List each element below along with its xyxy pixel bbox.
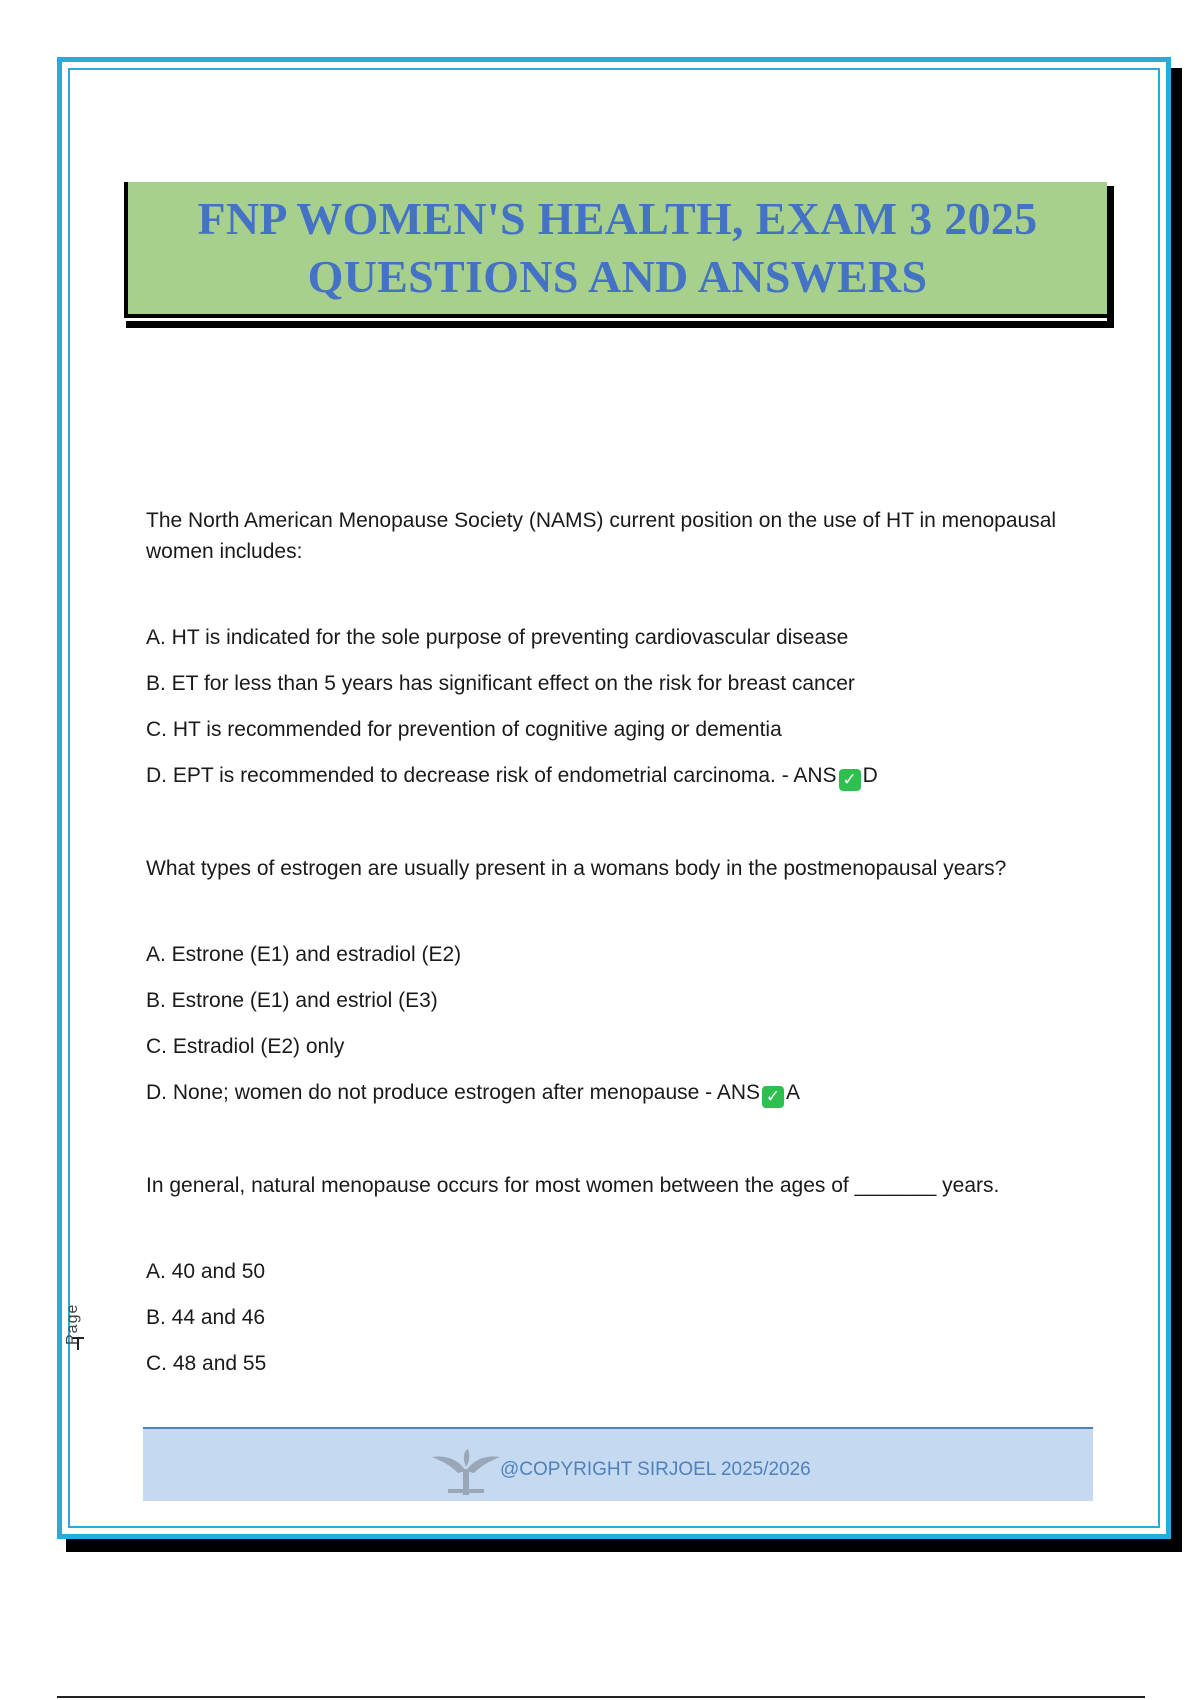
title-line-2: QUESTIONS AND ANSWERS — [307, 251, 928, 302]
questions-section — [146, 505, 1096, 1397]
option-c: C. 48 and 55 — [146, 1352, 267, 1375]
option-b: B. Estrone (E1) and estriol (E3) — [146, 989, 438, 1012]
answer-letter: A — [786, 1081, 801, 1104]
page-label: Page — [64, 1303, 81, 1345]
option-b: B. 44 and 46 — [146, 1306, 266, 1329]
option-text: D. EPT is recommended to decrease risk of endometrial carcinoma. - ANS — [146, 764, 837, 787]
answer-letter: D — [862, 764, 878, 787]
option-text: D. None; women do not produce estrogen after menopause - ANS — [146, 1081, 761, 1104]
option-c: C. Estradiol (E2) only — [146, 1035, 345, 1058]
option-a: A. 40 and 50 — [146, 1260, 266, 1283]
option-d — [146, 763, 1096, 807]
question-3 — [146, 1170, 1096, 1397]
option-d — [146, 1080, 1096, 1124]
title-banner — [124, 182, 1107, 318]
question-stem: What types of estrogen are usually present in a womans body in the postmenopausal years? — [146, 857, 1007, 880]
footer-banner — [143, 1427, 1093, 1501]
question-1 — [146, 505, 1096, 807]
tree-logo-icon — [428, 1447, 504, 1497]
check-mark-icon: ✓ — [839, 769, 861, 791]
copyright-text: @COPYRIGHT SIRJOEL 2025/2026 — [500, 1459, 811, 1480]
check-mark-icon: ✓ — [762, 1086, 784, 1108]
bottom-divider — [57, 1696, 1145, 1698]
question-stem: The North American Menopause Society (NAMS) current position on the use of HT in menopausal women includes: — [146, 509, 1057, 563]
question-2 — [146, 853, 1096, 1124]
option-a: A. HT is indicated for the sole purpose of preventing cardiovascular disease — [146, 626, 849, 649]
option-a: A. Estrone (E1) and estradiol (E2) — [146, 943, 462, 966]
option-b: B. ET for less than 5 years has significant effect on the risk for breast cancer — [146, 672, 855, 695]
title-line-1: FNP WOMEN'S HEALTH, EXAM 3 2025 — [197, 193, 1038, 244]
question-stem: In general, natural menopause occurs for most women between the ages of _______ years. — [146, 1174, 1000, 1197]
option-c: C. HT is recommended for prevention of cognitive aging or dementia — [146, 718, 782, 741]
